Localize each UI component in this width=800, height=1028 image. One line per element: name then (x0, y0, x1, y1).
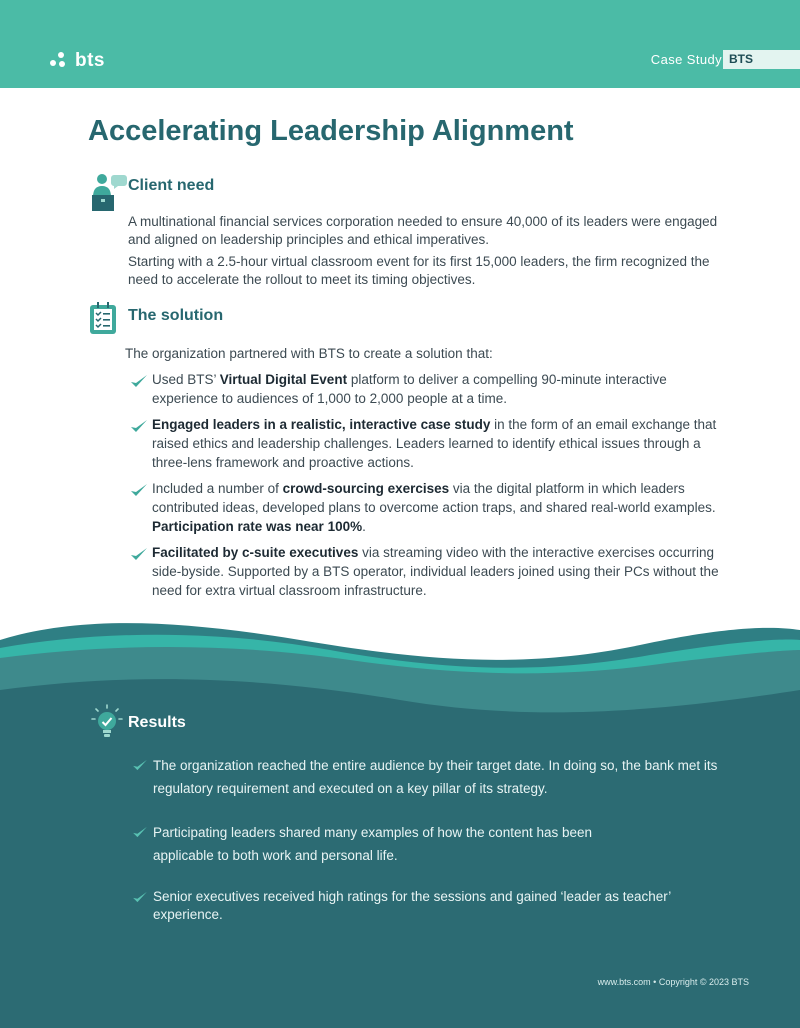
results-item-text: The organization reached the entire audience by their target date. In doing so, the bank met its regulatory requirement and executed on a key pillar of its strategy. (153, 758, 718, 796)
solution-item-text: platform to deliver a compelling 90-minute interactive experience to audiences of 1,000 to 2,000 people at a time. (152, 372, 667, 406)
solution-intro: The organization partnered with BTS to create a solution that: (125, 346, 493, 361)
results-heading: Results (128, 714, 186, 731)
solution-item-bold: Facilitated by c-suite executives (152, 545, 359, 560)
bts-tag: BTS (723, 50, 800, 69)
logo-dots-icon (50, 52, 72, 70)
footer-copyright: www.bts.com • Copyright © 2023 BTS (597, 977, 749, 987)
client-need-paragraph-1: A multinational financial services corporation needed to ensure 40,000 of its leaders were engaged and aligned on leadership principles and ethical imperatives. (128, 214, 718, 247)
solution-item-text: in the form of an email exchange that raised ethics and leadership challenges. Leaders learned to identify ethical issues through a three-lens framework and proactive actions. (152, 417, 717, 470)
solution-item (130, 415, 720, 472)
results-item-text: Participating leaders shared many examples of how the content has been applicable to both work and personal life. (153, 825, 593, 863)
lightbulb-icon (90, 704, 124, 740)
checklist-icon (88, 302, 122, 336)
check-icon (132, 891, 148, 903)
solution-item-bold: Virtual Digital Event (219, 372, 348, 387)
solution-item-text: . (362, 519, 366, 534)
results-item-text: Senior executives received high ratings for the sessions and gained ‘leader as teacher’ experience. (153, 889, 671, 922)
results-item (132, 821, 612, 867)
presenter-icon (92, 173, 128, 211)
solution-item-bold: Engaged leaders in a realistic, interactive case study (152, 417, 491, 432)
case-study-label: Case Study (650, 52, 722, 67)
check-icon (130, 419, 148, 433)
solution-item-text: via streaming video with the interactive exercises occurring side-byside. Supported by a BTS operator, individual leaders joined using their PCs without the need for extra virtual classroom infrastructure. (152, 545, 719, 598)
client-need-heading: Client need (128, 177, 215, 194)
check-icon (132, 826, 148, 838)
solution-item-text: Used BTS’ (152, 372, 220, 387)
check-icon (130, 483, 148, 497)
check-icon (130, 547, 148, 561)
solution-item (130, 370, 720, 408)
header-bar (0, 0, 800, 88)
results-list (132, 754, 722, 924)
solution-item (130, 479, 720, 536)
solution-item-text: Included a number of (152, 481, 283, 496)
solution-list (130, 370, 720, 607)
results-item (132, 888, 722, 924)
check-icon (132, 759, 148, 771)
client-need-paragraph-2: Starting with a 2.5-hour virtual classroom event for its first 15,000 leaders, the firm recognized the need to accelerate the rollout to meet its timing objectives. (128, 254, 710, 287)
page-title: Accelerating Leadership Alignment (88, 115, 574, 147)
solution-heading: The solution (128, 307, 224, 324)
bts-logo (50, 50, 105, 72)
results-item (132, 754, 722, 800)
logo-text: bts (75, 50, 105, 71)
solution-item (130, 543, 720, 600)
solution-item-bold: crowd-sourcing exercises (282, 481, 450, 496)
solution-item-bold: Participation rate was near 100% (152, 519, 363, 534)
solution-item-text: via the digital platform in which leaders contributed ideas, developed plans to overcome action traps, and shared real-world examples. (152, 481, 716, 515)
check-icon (130, 374, 148, 388)
